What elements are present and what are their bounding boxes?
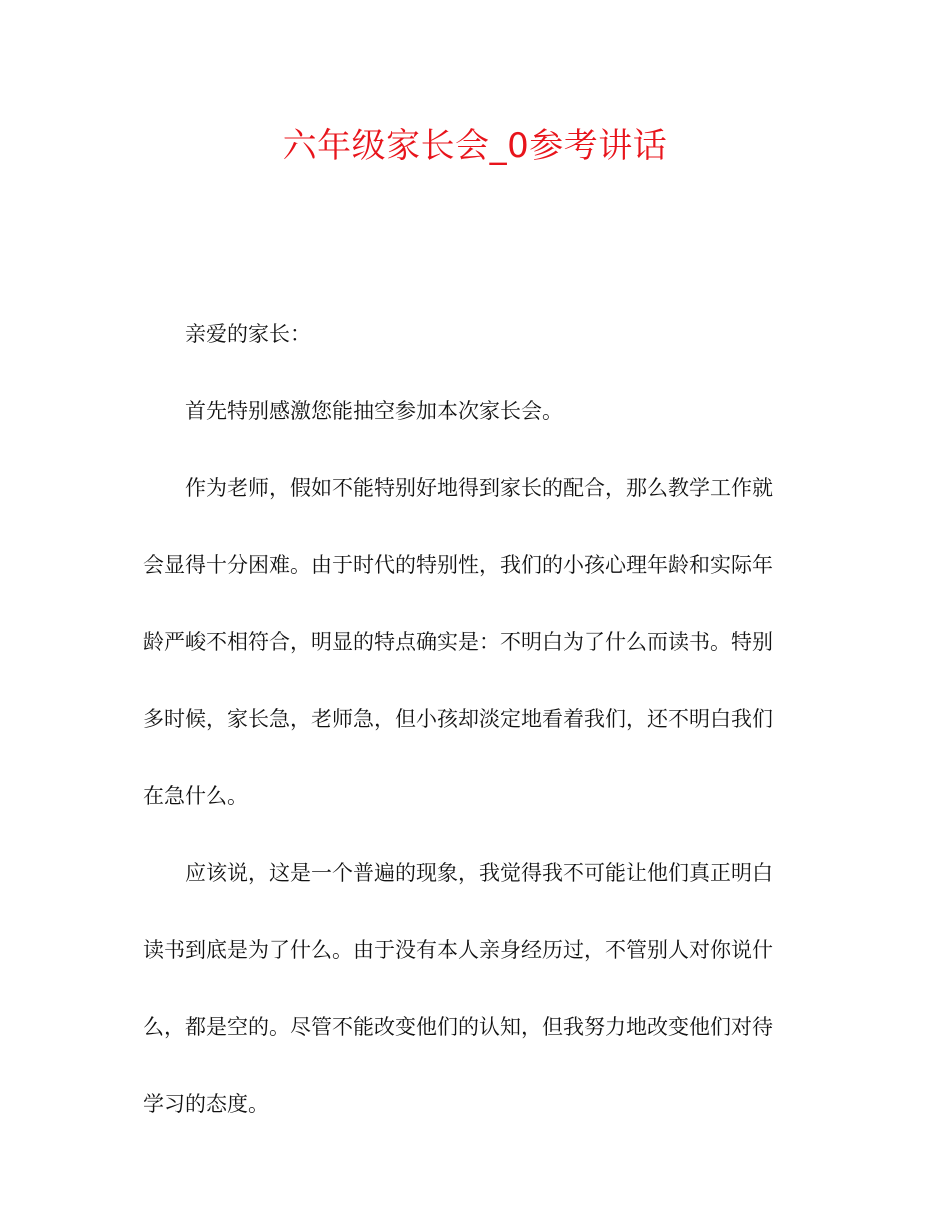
line-gap [143, 661, 800, 700]
line-gap [143, 969, 800, 1008]
document-body [143, 315, 800, 1123]
paragraph-line: 读书到底是为了什么。由于没有本人亲身经历过，不管别人对你说什 [143, 938, 773, 962]
paragraph-line: 多时候，家长急，老师急，但小孩却淡定地看着我们，还不明白我们 [143, 707, 773, 731]
paragraph-gap [143, 815, 800, 854]
paragraph-line: 在急什么。 [143, 784, 248, 808]
line-gap [143, 584, 800, 623]
paragraph-line: 么，都是空的。尽管不能改变他们的认知，但我努力地改变他们对待 [143, 1015, 773, 1039]
salutation [143, 315, 800, 353]
salutation-line: 亲爱的家长： [185, 322, 311, 346]
paragraph-1 [143, 392, 800, 430]
paragraph-line: 应该说，这是一个普遍的现象，我觉得我不可能让他们真正明白 [185, 861, 773, 885]
paragraph-line: 学习的态度。 [143, 1092, 269, 1116]
paragraph-gap [143, 430, 800, 469]
line-gap [143, 892, 800, 931]
line-gap [143, 738, 800, 777]
paragraph-gap [143, 353, 800, 392]
paragraph-line: 作为老师，假如不能特别好地得到家长的配合，那么教学工作就 [185, 476, 773, 500]
document-title: 六年级家长会_0参考讲话 [282, 126, 668, 166]
line-gap [143, 507, 800, 546]
line-gap [143, 1046, 800, 1085]
paragraph-3 [143, 854, 800, 1123]
paragraph-2 [143, 469, 800, 815]
paragraph-line: 龄严峻不相符合，明显的特点确实是：不明白为了什么而读书。特别 [143, 630, 773, 654]
paragraph-line: 会显得十分困难。由于时代的特别性，我们的小孩心理年龄和实际年 [143, 553, 773, 577]
paragraph-line: 首先特别感激您能抽空参加本次家长会。 [185, 399, 563, 423]
